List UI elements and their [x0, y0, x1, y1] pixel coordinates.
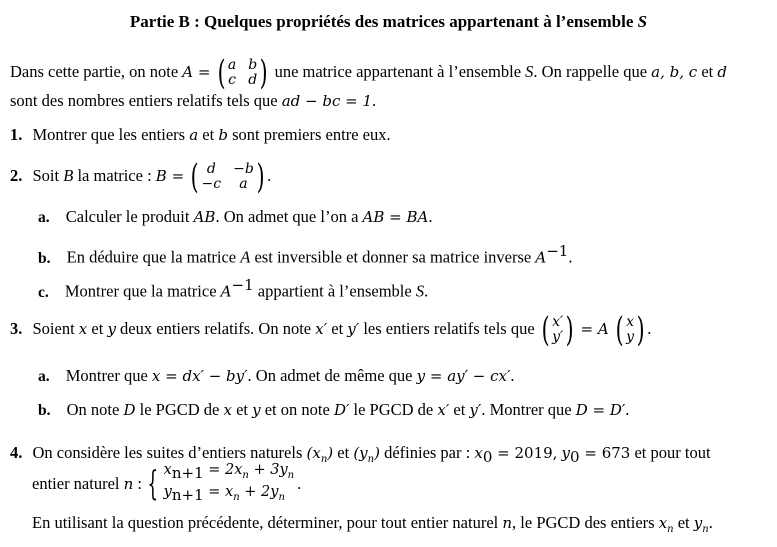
question-text: Soit	[32, 165, 60, 185]
question-text: et on note	[264, 400, 330, 419]
exponent: −1	[231, 276, 254, 294]
math-var: D	[123, 401, 136, 419]
question-text: Calculer le produit	[65, 207, 190, 226]
subquestion-label: a.	[38, 368, 50, 385]
subscript: n	[367, 454, 375, 465]
question-text: et pour tout	[634, 443, 711, 462]
math-var: y′	[347, 319, 360, 338]
matrix-B-entries	[202, 162, 254, 192]
question-text: et	[337, 443, 350, 462]
intro-text: . On rappelle que	[533, 61, 648, 81]
question-text: . On admet que l’on a	[215, 207, 359, 226]
question-text: définies par :	[384, 443, 471, 462]
question-text: appartient à l’ensemble	[257, 281, 412, 301]
math-equation: y = ay′ − cx′	[416, 367, 511, 385]
title-set-symbol: S	[637, 12, 648, 31]
math-var: a	[189, 126, 199, 144]
math-value: = 673	[584, 444, 631, 462]
left-paren: (	[190, 157, 199, 197]
initial-x0	[474, 444, 558, 466]
math-var: A	[220, 282, 232, 301]
term-xn	[658, 514, 674, 535]
math-var: x	[223, 401, 232, 419]
question-number: 2.	[10, 165, 23, 185]
punct: .	[647, 318, 652, 338]
intro-text: sont des nombres entiers relatifs tels que	[10, 91, 278, 110]
punct: .	[372, 91, 377, 110]
math-expr: = x	[208, 483, 234, 500]
punct: .	[424, 281, 429, 301]
vector-entry: x	[626, 314, 635, 330]
intro-line-2	[10, 91, 376, 111]
question-text: le PGCD de	[353, 400, 434, 419]
recurrence-system	[164, 462, 294, 506]
question-text: Montrer que la matrice	[64, 281, 217, 301]
math-expr: + 3y	[253, 462, 288, 478]
right-paren: )	[256, 157, 265, 197]
question-text: En utilisant la question précédente, déterminer, pour tout entier naturel	[32, 513, 499, 532]
math-var: x	[163, 462, 172, 478]
punct: .	[568, 247, 573, 267]
math-expr: AB	[193, 208, 216, 226]
left-paren: (	[615, 310, 624, 350]
math-var: n	[502, 514, 513, 532]
question-3b	[38, 400, 629, 420]
math-var: x	[658, 514, 668, 532]
right-paren: )	[636, 310, 645, 350]
subscript: n	[702, 524, 709, 535]
question-text: entier naturel	[32, 473, 120, 493]
math-var: d	[717, 62, 727, 81]
exponent: −1	[546, 242, 569, 260]
question-4-system	[32, 462, 301, 506]
punct: .	[708, 513, 713, 532]
matrix-entry: a	[239, 176, 248, 192]
question-number: 4.	[10, 443, 23, 462]
subquestion-label: c.	[38, 283, 49, 301]
vector-entry: y	[626, 329, 635, 345]
math-var: A	[535, 248, 547, 267]
math-var: x	[78, 319, 88, 338]
math-var: A	[240, 247, 251, 267]
question-text: On considère les suites d’entiers naturels	[32, 443, 303, 462]
question-text: , le PGCD des entiers	[512, 513, 655, 532]
math-var: y	[252, 401, 261, 419]
question-text: En déduire que la matrice	[66, 247, 237, 267]
vector-entry: x′	[552, 314, 564, 330]
math-var: y	[561, 444, 571, 462]
left-paren: (	[541, 310, 550, 350]
matrix-entry: b	[248, 57, 258, 73]
punct: .	[297, 473, 302, 493]
math-var: x′	[315, 319, 328, 338]
subquestion-label: b.	[38, 402, 51, 419]
left-brace: {	[147, 463, 159, 504]
question-text: Soient	[32, 318, 75, 338]
matrix-entry: −b	[233, 161, 254, 177]
recurrence-y	[164, 484, 294, 506]
math-var: (x	[306, 444, 321, 462]
matrix-A-label: A =	[182, 62, 211, 81]
intro-line-1	[10, 53, 727, 93]
matrix-entry: a	[227, 57, 237, 73]
math-equation: x = dx′ − by′	[151, 367, 248, 385]
punct: .	[625, 400, 630, 419]
intro-text: et	[701, 61, 714, 81]
math-var: x′	[437, 401, 450, 419]
question-2b	[38, 242, 572, 268]
set-symbol: S	[415, 281, 425, 301]
subscript: n+1	[171, 463, 204, 482]
question-text: et	[677, 513, 690, 532]
vector-lhs	[539, 310, 577, 350]
question-text: Montrer que	[65, 366, 148, 385]
math-var: y	[693, 514, 703, 532]
question-text: et	[453, 400, 466, 419]
matrix-entry: −c	[201, 176, 222, 192]
question-text: le PGCD de	[139, 400, 220, 419]
matrix-A	[215, 53, 271, 93]
math-var: B	[63, 165, 74, 185]
vector-entries	[626, 315, 634, 345]
subscript: n	[278, 491, 285, 503]
initial-y0	[561, 444, 631, 466]
math-expr: = 2x	[208, 462, 243, 478]
math-value: = 2019,	[497, 444, 558, 462]
vector-rhs	[613, 310, 647, 350]
matrix-entry: d	[206, 161, 216, 177]
subscript: n	[320, 454, 328, 465]
set-symbol: S	[525, 61, 534, 81]
intro-text: une matrice appartenant à l’ensemble	[274, 61, 522, 81]
subscript: 0	[482, 448, 493, 466]
recurrence-x	[164, 462, 294, 484]
question-text: deux entiers relatifs. On note	[120, 318, 312, 338]
question-text: et	[331, 318, 344, 338]
question-3a	[38, 366, 515, 386]
question-4-final	[32, 513, 713, 535]
matrix-entry: c	[228, 72, 236, 88]
math-var: n	[123, 474, 134, 493]
subscript: n+1	[171, 485, 204, 504]
math-expr: = A	[580, 319, 609, 338]
right-paren: )	[259, 53, 268, 93]
question-text: les entiers relatifs tels que	[363, 318, 535, 338]
question-text: Montrer que les entiers	[32, 125, 186, 144]
right-paren: )	[565, 310, 574, 350]
question-text: et	[202, 125, 215, 144]
math-var: y′	[469, 401, 482, 419]
question-3	[10, 310, 652, 350]
page-title	[0, 12, 777, 32]
matrix-A-entries	[228, 58, 257, 88]
matrix-B	[188, 157, 267, 197]
math-equation: ad − bc = 1	[281, 92, 373, 110]
question-text: est inversible et donner sa matrice inverse	[254, 247, 532, 267]
math-expr: + 2y	[244, 483, 279, 500]
subquestion-label: b.	[38, 249, 51, 267]
matrix-entry: d	[248, 72, 258, 88]
punct: .	[428, 207, 433, 226]
subquestion-label: a.	[38, 209, 50, 226]
math-var: b	[218, 126, 228, 144]
math-equation: D = D′	[575, 401, 626, 419]
math-var: y	[163, 483, 172, 500]
punct: :	[137, 473, 143, 493]
question-1	[10, 125, 391, 145]
question-text: et	[236, 400, 248, 419]
vector-entries	[552, 315, 563, 345]
question-number: 3.	[10, 318, 23, 338]
question-text: la matrice :	[77, 165, 152, 185]
math-var: D′	[333, 401, 350, 419]
question-text: . Montrer que	[481, 400, 572, 419]
math-var: (y	[353, 444, 368, 462]
question-2a	[38, 207, 433, 227]
question-text: . On admet de même que	[247, 366, 413, 385]
subscript: n	[667, 524, 674, 535]
matrix-B-label: B =	[155, 166, 185, 185]
question-2	[10, 157, 272, 197]
title-text: Partie B : Quelques propriétés des matrices appartenant à l’ensemble	[129, 12, 634, 31]
question-number: 1.	[10, 125, 23, 144]
left-paren: (	[217, 53, 226, 93]
subscript: 0	[570, 448, 580, 466]
punct: .	[267, 165, 272, 185]
subscript: n	[287, 469, 295, 481]
math-var: y	[107, 319, 116, 338]
math-equation: AB = BA	[362, 208, 429, 226]
question-2c	[38, 276, 428, 302]
subscript: n	[233, 491, 240, 503]
punct: .	[510, 366, 515, 385]
intro-text: Dans cette partie, on note	[10, 61, 179, 81]
math-vars: a, b, c	[651, 62, 698, 81]
sequence-x	[306, 444, 334, 465]
term-yn	[693, 514, 709, 535]
sequence-y	[353, 444, 380, 465]
question-text: sont premiers entre eux.	[232, 125, 391, 144]
question-text: et	[91, 318, 104, 338]
punct: )	[327, 444, 334, 462]
vector-entry: y′	[552, 329, 564, 345]
math-var: x	[474, 444, 483, 462]
punct: )	[374, 444, 380, 462]
question-text: On note	[66, 400, 120, 419]
subscript: n	[242, 469, 249, 481]
